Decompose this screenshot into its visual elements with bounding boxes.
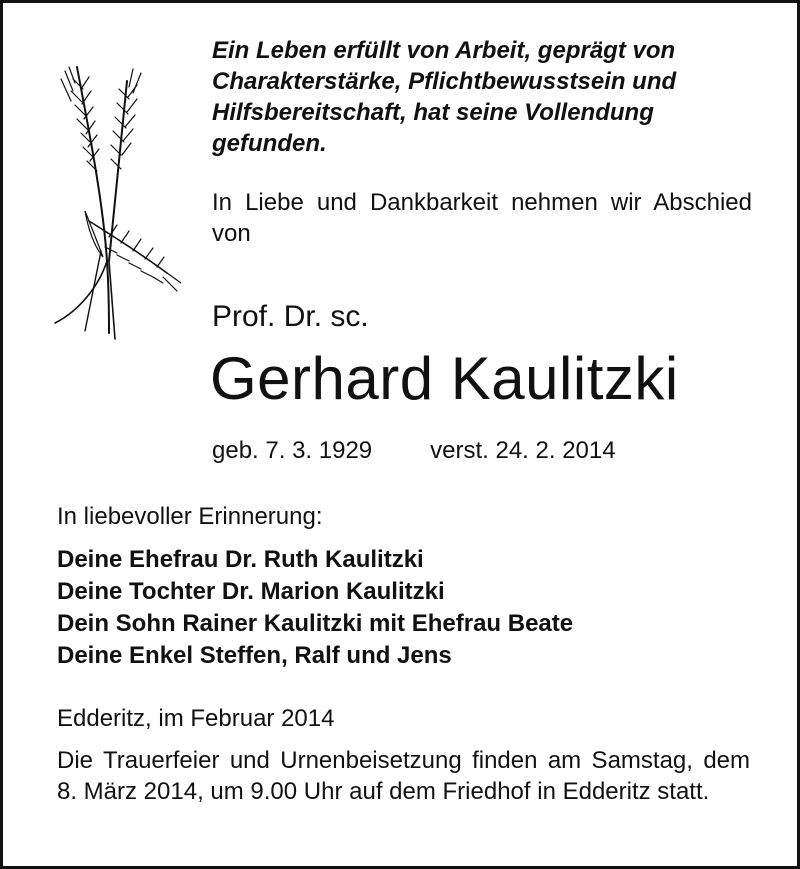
- motto-line: Charakterstärke, Pflichtbewusstsein und: [212, 68, 677, 95]
- birth-date: geb. 7. 3. 1929: [212, 437, 373, 464]
- deceased-name: Gerhard Kaulitzki: [210, 345, 679, 412]
- mourner-item: Deine Tochter Dr. Marion Kaulitzki: [57, 578, 445, 605]
- motto-line: Hilfsbereitschaft, hat seine Vollendung: [212, 99, 654, 126]
- death-date: verst. 24. 2. 2014: [430, 437, 616, 464]
- memory-heading: In liebevoller Erinnerung:: [57, 503, 323, 530]
- academic-title: Prof. Dr. sc.: [212, 300, 369, 333]
- motto-text: [212, 35, 752, 159]
- mourners-list: [57, 544, 757, 672]
- mourner-item: Deine Ehefrau Dr. Ruth Kaulitzki: [57, 546, 424, 573]
- motto-line: gefunden.: [212, 130, 327, 157]
- mourner-item: Dein Sohn Rainer Kaulitzki mit Ehefrau Beate: [57, 610, 574, 637]
- mourner-item: Deine Enkel Steffen, Ralf und Jens: [57, 642, 452, 669]
- funeral-info: Die Trauerfeier und Urnenbeisetzung finden am Samstag, dem 8. März 2014, um 9.00 Uhr auf dem Friedhof in Edderitz statt.: [57, 747, 750, 805]
- wheat-ears-icon: [49, 61, 181, 343]
- life-dates: [212, 435, 616, 467]
- place-date: Edderitz, im Februar 2014: [57, 705, 335, 732]
- motto-line: Ein Leben erfüllt von Arbeit, geprägt von: [212, 37, 676, 64]
- farewell-intro: In Liebe und Dankbarkeit nehmen wir Abschied von: [212, 189, 752, 247]
